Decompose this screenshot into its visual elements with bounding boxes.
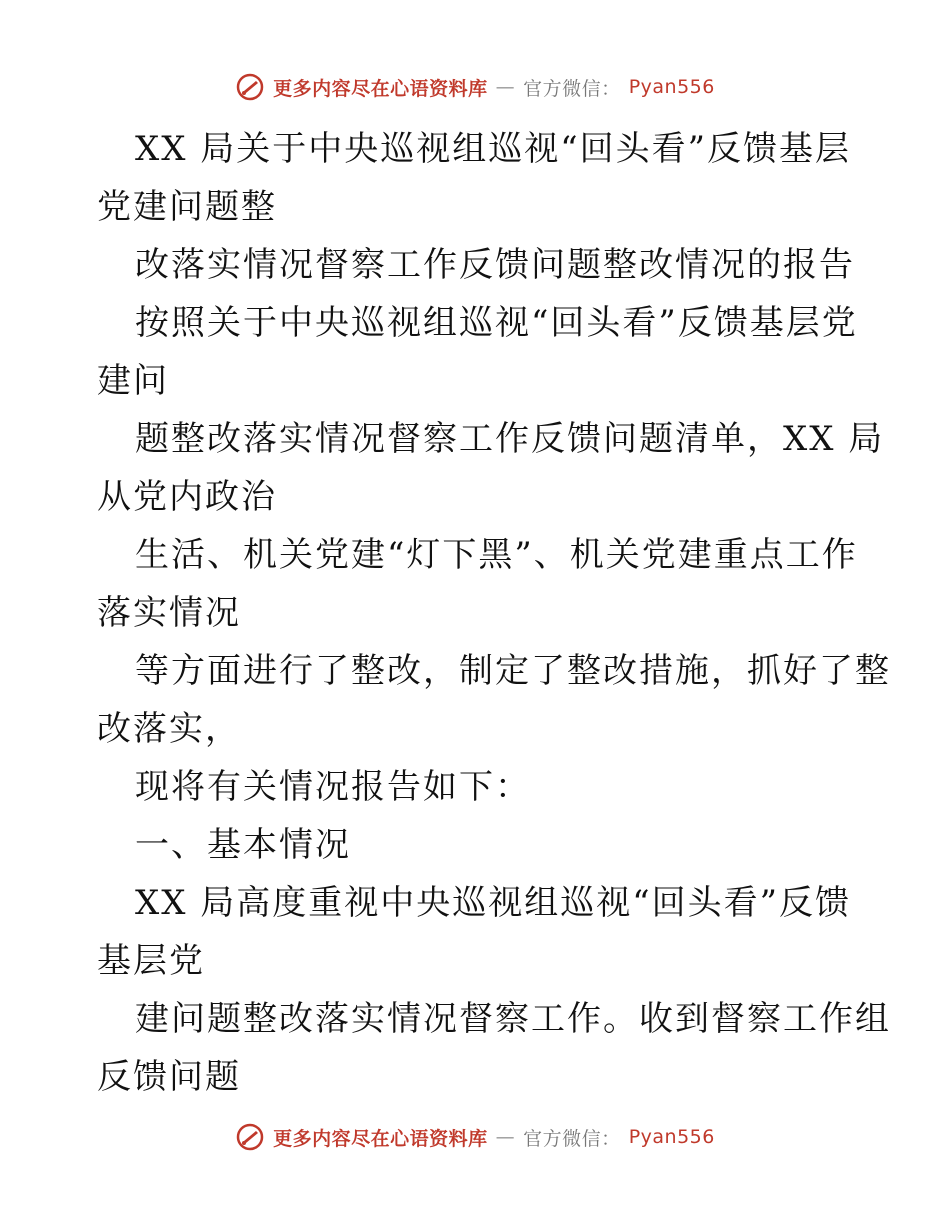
text-line: 建问题整改落实情况督察工作。收到督察工作组 <box>135 999 891 1039</box>
text-line: XX 局高度重视中央巡视组巡视“回头看”反馈 <box>135 883 851 923</box>
document-body <box>97 120 891 1106</box>
text-line: 按照关于中央巡视组巡视“回头看”反馈基层党 <box>135 303 858 343</box>
watermark-dash: — <box>495 76 516 98</box>
watermark-label: 官方微信： <box>523 1127 621 1150</box>
brand-logo-icon <box>235 1122 265 1152</box>
text-line: XX 局关于中央巡视组巡视“回头看”反馈基层 <box>135 129 851 169</box>
watermark-main-text: 更多内容尽在心语资料库 <box>273 77 488 100</box>
watermark-label: 官方微信： <box>523 77 621 100</box>
text-line: 题整改落实情况督察工作反馈问题清单，XX 局 <box>135 419 885 459</box>
text-line: 基层党 <box>97 941 205 981</box>
text-line: 改落实， <box>97 709 241 749</box>
watermark-banner-bottom <box>0 1122 950 1152</box>
text-line: 现将有关情况报告如下： <box>135 767 531 807</box>
text-line: 生活、机关党建“灯下黑”、机关党建重点工作 <box>135 535 858 575</box>
text-line: 等方面进行了整改，制定了整改措施，抓好了整 <box>135 651 891 691</box>
text-line: 反馈问题 <box>97 1057 241 1097</box>
watermark-id: Pyan556 <box>628 76 715 98</box>
watermark-dash: — <box>495 1126 516 1148</box>
text-line: 从党内政治 <box>97 477 277 517</box>
text-line: 落实情况 <box>97 593 241 633</box>
text-line: 党建问题整 <box>97 187 277 227</box>
watermark-main-text: 更多内容尽在心语资料库 <box>273 1127 488 1150</box>
section-heading: 一、基本情况 <box>135 825 351 865</box>
text-line: 改落实情况督察工作反馈问题整改情况的报告 <box>135 245 855 285</box>
text-line: 建问 <box>97 361 169 401</box>
watermark-banner-top <box>0 72 950 102</box>
brand-logo-icon <box>235 72 265 102</box>
watermark-id: Pyan556 <box>628 1126 715 1148</box>
